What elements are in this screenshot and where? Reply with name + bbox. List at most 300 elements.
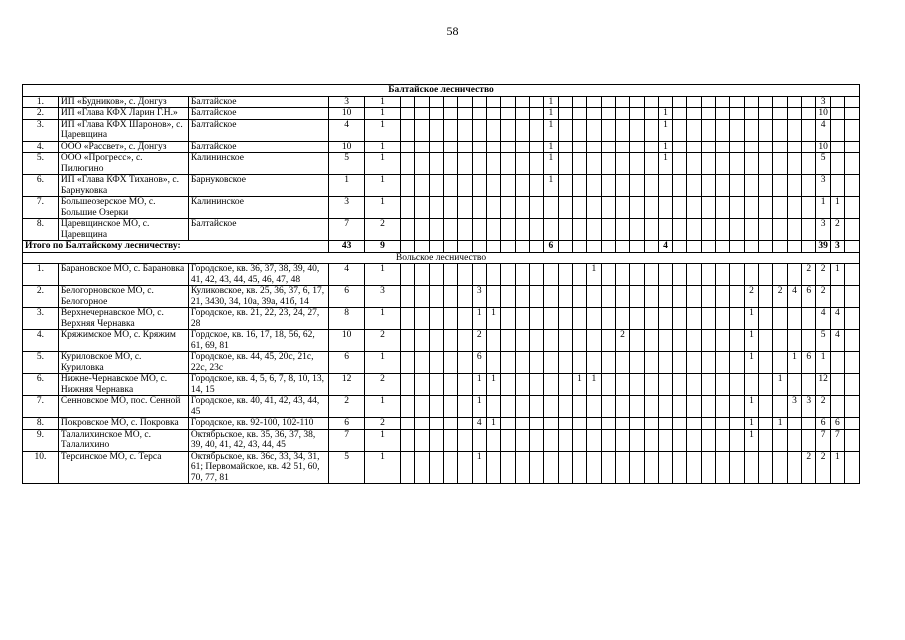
value-cell: 1 (744, 308, 758, 330)
value-cell (544, 429, 558, 451)
value-cell: 1 (587, 264, 601, 286)
value-cell (730, 153, 744, 175)
total-cell (601, 241, 615, 253)
value-cell (529, 396, 543, 418)
value-cell (501, 96, 515, 108)
value-cell (544, 197, 558, 219)
total-cell (730, 241, 744, 253)
value-cell (673, 264, 687, 286)
value-cell (529, 374, 543, 396)
value-cell (429, 219, 443, 241)
total-cell (558, 241, 572, 253)
value-cell: 1 (787, 352, 801, 374)
table-row (23, 264, 860, 286)
value-cell (644, 451, 658, 484)
value-cell (572, 286, 586, 308)
value-cell (658, 175, 672, 197)
value-cell (458, 119, 472, 141)
value-cell (716, 374, 730, 396)
value-cell (415, 264, 429, 286)
value-cell (701, 286, 715, 308)
value-cell (558, 175, 572, 197)
value-cell (687, 429, 701, 451)
total-cell (687, 241, 701, 253)
value-cell (744, 219, 758, 241)
value-cell (529, 119, 543, 141)
value-a: 3 (329, 197, 365, 219)
value-cell (716, 396, 730, 418)
value-cell (400, 175, 414, 197)
value-cell (673, 352, 687, 374)
value-cell (802, 96, 816, 108)
value-cell (515, 418, 529, 430)
value-cell (501, 374, 515, 396)
value-cell (443, 264, 457, 286)
value-cell (802, 374, 816, 396)
value-cell (558, 219, 572, 241)
value-cell (544, 374, 558, 396)
value-cell (701, 374, 715, 396)
value-cell (830, 286, 844, 308)
value-cell (687, 308, 701, 330)
value-cell (486, 429, 500, 451)
value-cell (630, 175, 644, 197)
value-cell (601, 175, 615, 197)
value-cell (501, 308, 515, 330)
organization-name: ИП «Будников», с. Донгуз (58, 96, 188, 108)
organization-name: Большеозерское МО, с. Большие Озерки (58, 197, 188, 219)
value-cell: 7 (816, 429, 830, 451)
value-cell (458, 286, 472, 308)
value-cell (773, 264, 787, 286)
value-cell (601, 429, 615, 451)
value-cell (400, 96, 414, 108)
organization-name: Верхнечернавское МО, с. Верхняя Чернавка (58, 308, 188, 330)
value-cell (458, 219, 472, 241)
value-cell (529, 330, 543, 352)
value-cell (658, 286, 672, 308)
value-cell (472, 108, 486, 120)
value-cell (587, 96, 601, 108)
table-row (23, 153, 860, 175)
value-cell (773, 308, 787, 330)
value-cell (515, 153, 529, 175)
value-cell (658, 418, 672, 430)
value-cell (501, 418, 515, 430)
value-cell (773, 451, 787, 484)
value-cell (701, 308, 715, 330)
value-cell (759, 418, 773, 430)
value-cell (687, 108, 701, 120)
organization-name: Покровское МО, с. Покровка (58, 418, 188, 430)
value-cell (644, 153, 658, 175)
value-cell (730, 264, 744, 286)
forest-area: Куликовское, кв. 25, 36, 37, 6, 17, 21, 3430, 34, 10a, 39a, 41б, 14 (188, 286, 328, 308)
value-cell (759, 175, 773, 197)
value-cell (486, 264, 500, 286)
value-cell (716, 264, 730, 286)
value-cell (687, 141, 701, 153)
total-cell (400, 241, 414, 253)
value-cell (787, 451, 801, 484)
value-cell: 3 (472, 286, 486, 308)
value-cell (730, 219, 744, 241)
value-cell (544, 451, 558, 484)
value-cell (601, 451, 615, 484)
value-cell (458, 374, 472, 396)
value-cell: 2 (472, 330, 486, 352)
value-cell (415, 352, 429, 374)
value-cell (787, 119, 801, 141)
value-cell (558, 451, 572, 484)
table-row (23, 429, 860, 451)
value-cell (501, 141, 515, 153)
row-number: 6. (23, 374, 59, 396)
value-cell (544, 418, 558, 430)
value-cell (730, 352, 744, 374)
value-cell (845, 108, 860, 120)
value-cell: 1 (544, 119, 558, 141)
value-cell (558, 429, 572, 451)
value-cell (615, 119, 629, 141)
value-cell: 2 (802, 264, 816, 286)
value-cell: 1 (544, 108, 558, 120)
value-cell (615, 429, 629, 451)
value-cell (443, 451, 457, 484)
value-cell (458, 308, 472, 330)
value-cell (529, 96, 543, 108)
forest-area: Октябрьское, кв. 36с, 33, 34, 31, 61; Первомайское, кв. 42 51, 60, 70, 77, 81 (188, 451, 328, 484)
value-cell (429, 264, 443, 286)
organization-name: ИП «Глава КФХ Тиханов», с. Барнуковка (58, 175, 188, 197)
value-cell (615, 264, 629, 286)
forest-area: Балтайское (188, 96, 328, 108)
value-cell (658, 330, 672, 352)
row-number: 3. (23, 119, 59, 141)
value-cell (415, 153, 429, 175)
value-b: 1 (365, 141, 401, 153)
value-cell: 1 (472, 451, 486, 484)
value-cell (515, 374, 529, 396)
total-a: 43 (329, 241, 365, 253)
forest-area: Городское, кв. 92-100, 102-110 (188, 418, 328, 430)
value-cell (587, 396, 601, 418)
value-cell (787, 418, 801, 430)
value-cell (443, 96, 457, 108)
value-cell (544, 308, 558, 330)
value-cell (673, 308, 687, 330)
row-number: 7. (23, 197, 59, 219)
value-cell (716, 141, 730, 153)
total-cell: 4 (658, 241, 672, 253)
value-a: 3 (329, 96, 365, 108)
value-cell (400, 264, 414, 286)
value-cell (601, 108, 615, 120)
value-cell (558, 418, 572, 430)
value-cell: 1 (658, 119, 672, 141)
value-cell (501, 396, 515, 418)
value-cell (673, 175, 687, 197)
value-cell: 1 (472, 374, 486, 396)
value-cell (429, 141, 443, 153)
value-cell (644, 396, 658, 418)
value-cell (601, 264, 615, 286)
value-cell (773, 175, 787, 197)
value-cell (615, 108, 629, 120)
value-cell (730, 308, 744, 330)
value-cell (572, 153, 586, 175)
forest-area: Калининское (188, 197, 328, 219)
value-cell (802, 108, 816, 120)
value-cell: 1 (830, 264, 844, 286)
value-cell (572, 219, 586, 241)
table-row (23, 374, 860, 396)
value-cell (443, 308, 457, 330)
value-cell (443, 175, 457, 197)
value-cell (687, 396, 701, 418)
value-cell (558, 108, 572, 120)
value-cell (400, 286, 414, 308)
value-cell: 10 (816, 108, 830, 120)
organization-name: Талалихинское МО, с. Талалихино (58, 429, 188, 451)
value-cell (601, 197, 615, 219)
value-cell (458, 451, 472, 484)
value-cell (544, 396, 558, 418)
value-cell (759, 396, 773, 418)
value-cell: 2 (816, 396, 830, 418)
value-cell (558, 96, 572, 108)
value-cell (558, 396, 572, 418)
value-cell (587, 330, 601, 352)
value-cell (845, 429, 860, 451)
value-cell (744, 374, 758, 396)
value-b: 3 (365, 286, 401, 308)
value-cell (701, 153, 715, 175)
value-cell (845, 451, 860, 484)
value-cell (587, 108, 601, 120)
value-cell (458, 330, 472, 352)
value-cell (515, 330, 529, 352)
value-cell (587, 175, 601, 197)
value-cell (673, 108, 687, 120)
value-a: 7 (329, 429, 365, 451)
value-cell (429, 96, 443, 108)
value-cell (673, 96, 687, 108)
value-cell (601, 153, 615, 175)
value-b: 1 (365, 451, 401, 484)
value-cell (701, 108, 715, 120)
organization-name: Барановское МО, с. Барановка (58, 264, 188, 286)
organization-name: Нижне-Чернавское МО, с. Нижняя Чернавка (58, 374, 188, 396)
value-cell (644, 286, 658, 308)
value-cell (673, 286, 687, 308)
value-cell (558, 374, 572, 396)
value-cell (759, 330, 773, 352)
value-b: 1 (365, 96, 401, 108)
value-cell (802, 418, 816, 430)
value-cell (415, 286, 429, 308)
value-cell (673, 418, 687, 430)
value-cell (458, 418, 472, 430)
value-cell (486, 352, 500, 374)
value-cell (572, 429, 586, 451)
value-cell (601, 330, 615, 352)
value-cell (658, 264, 672, 286)
value-cell (615, 352, 629, 374)
value-cell (429, 429, 443, 451)
page-number: 58 (446, 24, 459, 38)
value-cell (744, 141, 758, 153)
value-cell (630, 286, 644, 308)
value-cell (644, 96, 658, 108)
value-cell (501, 451, 515, 484)
value-cell (443, 286, 457, 308)
value-cell (673, 153, 687, 175)
value-cell (529, 153, 543, 175)
total-cell (802, 241, 816, 253)
value-cell (472, 141, 486, 153)
value-cell (644, 197, 658, 219)
value-a: 4 (329, 264, 365, 286)
value-cell (673, 119, 687, 141)
value-cell (644, 308, 658, 330)
value-cell (587, 219, 601, 241)
row-number: 2. (23, 108, 59, 120)
value-cell (472, 219, 486, 241)
value-cell (730, 108, 744, 120)
value-cell (615, 219, 629, 241)
value-cell (802, 141, 816, 153)
value-cell: 1 (587, 374, 601, 396)
value-cell (529, 286, 543, 308)
value-cell (415, 418, 429, 430)
total-cell (443, 241, 457, 253)
value-cell (644, 219, 658, 241)
value-cell: 1 (744, 429, 758, 451)
value-cell (529, 175, 543, 197)
value-a: 10 (329, 330, 365, 352)
value-cell (759, 108, 773, 120)
value-b: 1 (365, 396, 401, 418)
value-cell (415, 141, 429, 153)
value-cell (630, 141, 644, 153)
total-cell (472, 241, 486, 253)
forest-area: Городское, кв. 21, 22, 23, 24, 27, 28 (188, 308, 328, 330)
total-cell (701, 241, 715, 253)
value-b: 1 (365, 108, 401, 120)
value-cell (845, 374, 860, 396)
value-cell (744, 119, 758, 141)
value-cell (587, 418, 601, 430)
value-cell (601, 308, 615, 330)
total-cell: 6 (544, 241, 558, 253)
value-cell: 6 (472, 352, 486, 374)
value-cell (658, 374, 672, 396)
value-cell (544, 286, 558, 308)
forest-area: Городское, кв. 40, 41, 42, 43, 44, 45 (188, 396, 328, 418)
value-cell (515, 396, 529, 418)
value-cell (673, 219, 687, 241)
value-cell (501, 286, 515, 308)
value-cell (687, 286, 701, 308)
value-cell (529, 418, 543, 430)
value-cell (787, 153, 801, 175)
value-cell (716, 108, 730, 120)
organization-name: ООО «Прогресс», с. Пилюгино (58, 153, 188, 175)
value-cell (587, 286, 601, 308)
value-cell (601, 396, 615, 418)
value-cell (415, 96, 429, 108)
total-cell (529, 241, 543, 253)
row-number: 4. (23, 141, 59, 153)
value-cell (458, 141, 472, 153)
value-cell: 1 (744, 418, 758, 430)
value-cell: 3 (787, 396, 801, 418)
value-cell (400, 153, 414, 175)
value-cell (429, 374, 443, 396)
value-cell: 1 (744, 352, 758, 374)
organization-name: Сенновское МО, пос. Сенной (58, 396, 188, 418)
value-cell (759, 197, 773, 219)
value-cell (830, 96, 844, 108)
value-cell (716, 451, 730, 484)
value-cell: 12 (816, 374, 830, 396)
value-cell (773, 197, 787, 219)
value-cell (515, 264, 529, 286)
value-cell (716, 119, 730, 141)
value-cell (716, 153, 730, 175)
value-cell (673, 396, 687, 418)
value-cell (787, 141, 801, 153)
value-cell (515, 219, 529, 241)
value-cell (572, 175, 586, 197)
value-cell (759, 141, 773, 153)
value-cell (630, 396, 644, 418)
value-cell: 4 (816, 308, 830, 330)
value-cell: 1 (658, 153, 672, 175)
value-cell (744, 175, 758, 197)
value-cell (730, 330, 744, 352)
value-cell (630, 264, 644, 286)
value-cell (501, 352, 515, 374)
value-cell (572, 352, 586, 374)
value-cell (529, 141, 543, 153)
value-cell (515, 119, 529, 141)
value-cell (472, 119, 486, 141)
value-cell: 6 (802, 286, 816, 308)
total-cell (501, 241, 515, 253)
value-cell (730, 175, 744, 197)
value-cell (759, 286, 773, 308)
value-cell (400, 219, 414, 241)
value-cell (429, 352, 443, 374)
value-cell (429, 396, 443, 418)
value-cell (415, 330, 429, 352)
value-cell (830, 119, 844, 141)
value-cell (429, 330, 443, 352)
value-cell (572, 108, 586, 120)
value-cell: 1 (816, 352, 830, 374)
total-cell (773, 241, 787, 253)
total-label: Итого по Балтайскому лесничеству: (23, 241, 329, 253)
table-row (23, 119, 860, 141)
value-cell (830, 108, 844, 120)
value-cell (802, 429, 816, 451)
forest-area: Городское, кв. 4, 5, 6, 7, 8, 10, 13, 14, 15 (188, 374, 328, 396)
value-cell (773, 153, 787, 175)
value-cell (830, 153, 844, 175)
value-cell (787, 429, 801, 451)
